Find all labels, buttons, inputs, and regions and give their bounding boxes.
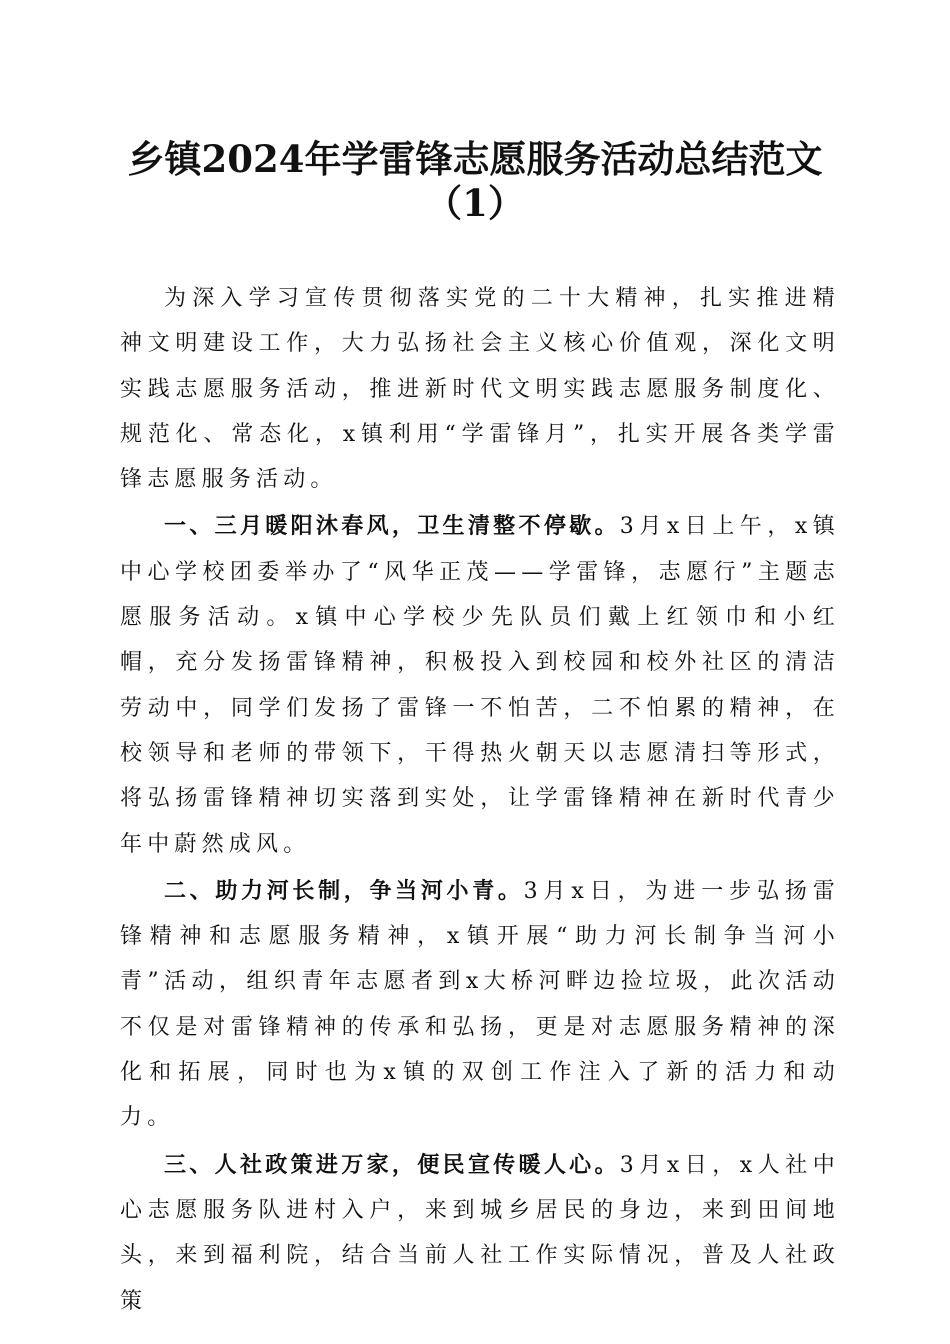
document-title-line-1: 乡镇2024年学雷锋志愿服务活动总结范文 [127,137,823,181]
paragraph-text: 3月x日，x人社中心志愿服务队进村入户，来到城乡居民的身边，来到田间地头，来到福利院，结合当前人社工作实际情况，普及人社政策 [120,1152,840,1314]
document-title-line-2: （1） [425,181,525,225]
paragraph-section-1 [120,504,840,866]
paragraph-section-3 [120,1143,840,1324]
document-body [120,276,840,1324]
paragraph-intro [120,276,840,502]
section-heading: 二、助力河长制，争当河小青。 [164,878,524,904]
paragraph-text: 3月x日，为进一步弘扬雷锋精神和志愿服务精神，x镇开展“助力河长制争当河小青”活动，组织青年志愿者到x大桥河畔边捡垃圾，此次活动不仅是对雷锋精神的传承和弘扬，更是对志愿服务精神的深化和拓展，同时也为x镇的双创工作注入了新的活力和动力。 [120,878,840,1131]
paragraph-section-2 [120,869,840,1141]
section-heading: 一、三月暖阳沐春风，卫生清整不停歇。 [164,514,620,540]
paragraph-text: 3月x日上午，x镇中心学校团委举办了“风华正茂——学雷锋，志愿行”主题志愿服务活动。x镇中心学校少先队员们戴上红领巾和小红帽，充分发扬雷锋精神，积极投入到校园和校外社区的清洁劳动中，同学们发扬了雷锋一不怕苦，二不怕累的精神，在校领导和老师的带领下，干得热火朝天以志愿清扫等形式，将弘扬雷锋精神切实落到实处，让学雷锋精神在新时代青少年中蔚然成风。 [120,514,840,857]
paragraph-text: 为深入学习宣传贯彻落实党的二十大精神，扎实推进精神文明建设工作，大力弘扬社会主义核心价值观，深化文明实践志愿服务活动，推进新时代文明实践志愿服务制度化、规范化、常态化，x镇利用“学雷锋月”，扎实开展各类学雷锋志愿服务活动。 [120,286,840,493]
section-heading: 三、人社政策进万家，便民宣传暖人心。 [164,1152,620,1178]
